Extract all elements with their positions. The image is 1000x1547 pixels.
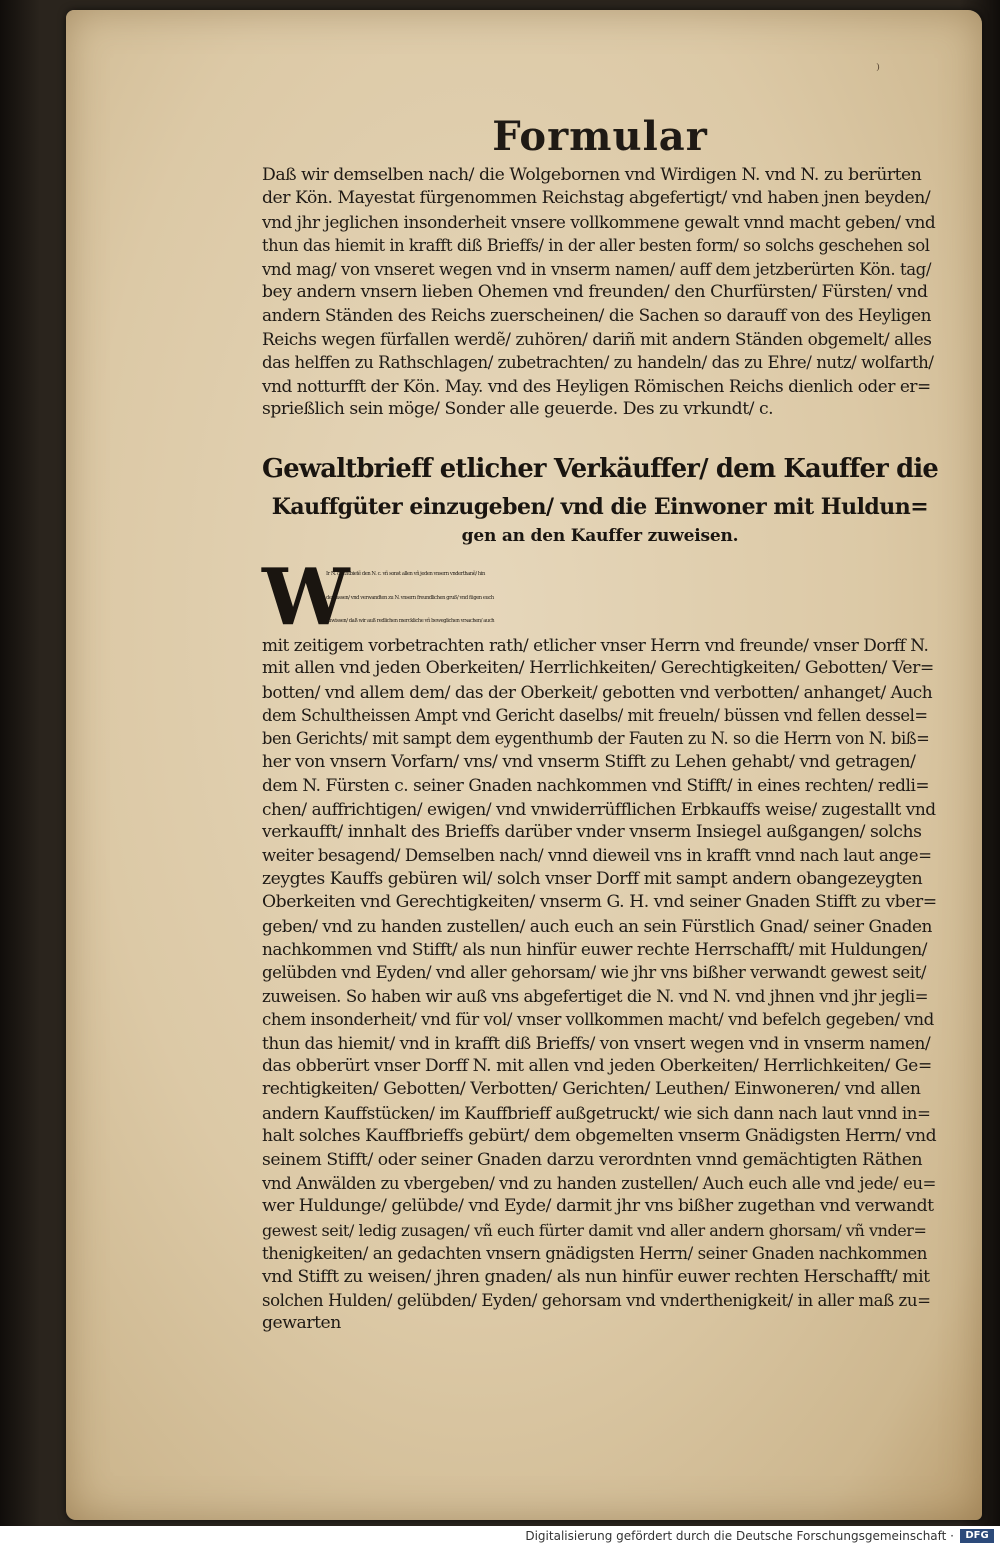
text-line: gewest seit/ ledig zusagen/ vñ euch fürter damit vnd aller andern ghorsam/ vñ vnder= xyxy=(262,1220,927,1240)
text-line: ben Gerichts/ mit sampt dem eygenthumb der Fauten zu N. so die Herrn von N. biß= xyxy=(262,729,930,749)
text-line: gelübden vnd Eyden/ vnd aller gehorsam/ wie jhr vns bißher verwandt gewest seit/ xyxy=(262,963,926,983)
text-line: vnd Stifft zu weisen/ jhren gnaden/ als nun hinfür euwer rechten Herschafft/ mit xyxy=(262,1266,930,1287)
text-line: seinem Stifft/ oder seiner Gnaden darzu verordnten vnnd gemächtigten Räthen xyxy=(262,1149,923,1170)
text-line: mit zeitigem vorbetrachten rath/ etlicher vnser Herrn vnd freunde/ vnser Dorff N. xyxy=(262,634,929,655)
text-line: zuweisen. So haben wir auß vns abgefertiget die N. vnd N. vnd jhnen vnd jhr jegli= xyxy=(262,986,929,1006)
page-heading: Formular xyxy=(492,113,708,160)
text-line: sprießlich sein möge/ Sonder alle geuerde. Des zu vrkundt/ c. xyxy=(262,399,774,420)
text-line: thun das hiemit/ vnd in krafft diß Brieffs/ von vnsert wegen vnd in vnserm namen/ xyxy=(262,1032,931,1053)
text-line: Oberkeiten vnd Gerechtigkeiten/ vnserm G. H. vnd seiner Gnaden Stifft zu vber= xyxy=(262,892,937,913)
section-2-title xyxy=(262,447,938,549)
text-line: andern Kauffstücken/ im Kauffbrieff außgetruckt/ wie sich dann nach laut vnnd in= xyxy=(262,1103,931,1123)
section-2-indented-lines xyxy=(262,552,938,644)
text-line: chen/ auffrichtigen/ ewigen/ vnd vnwiderrüfflichen Erbkauffs weise/ zugestallt vnd xyxy=(262,798,936,819)
text-line: thun das hiemit in krafft diß Brieffs/ in der aller besten form/ so solchs geschehen sol xyxy=(262,236,930,256)
text-line: weiter besagend/ Demselben nach/ vnnd dieweil vns in krafft vnnd nach laut ange= xyxy=(262,846,932,866)
section-2-lines xyxy=(262,634,938,1336)
text-line: nachkommen vnd Stifft/ als nun hinfür euwer rechte Herrschafft/ mit Huldungen/ xyxy=(262,938,927,959)
text-line: dem Schultheissen Ampt vnd Gericht daselbs/ mit freueln/ büssen vnd fellen dessel= xyxy=(262,705,928,725)
page-mark: ⁾ xyxy=(876,60,880,79)
section-2-title-line-2: Kauffgüter einzugeben/ vnd die Einwoner mit Huldun= xyxy=(271,494,929,521)
text-line: thenigkeiten/ an gedachten vnsern gnädigsten Herrn/ seiner Gnaden nachkommen xyxy=(262,1244,927,1264)
text-line: zeygtes Kauffs gebüren wil/ solch vnser Dorff mit sampt andern obangezeygten xyxy=(262,868,923,889)
text-line: geben/ vnd zu handen zustellen/ auch euch an sein Fürstlich Gnad/ seiner Gnaden xyxy=(262,915,932,936)
text-line: verkaufft/ innhalt des Brieffs darüber vnder vnserm Insiegel außgangen/ solchs xyxy=(262,821,922,842)
text-line: vnd Anwälden zu vbergeben/ vnd zu handen zustellen/ Auch euch alle vnd jede/ eu= xyxy=(262,1174,937,1194)
text-line: mit allen vnd jeden Oberkeiten/ Herrlichkeiten/ Gerechtigkeiten/ Gebotten/ Ver= xyxy=(262,658,934,679)
text-line: chem insonderheit/ vnd für vol/ vnser vollkommen macht/ vnd befelch gegeben/ vnd xyxy=(262,1010,934,1030)
text-line: halt solches Kauffbrieffs gebürt/ dem obgemelten vnserm Gnädigsten Herrn/ vnd xyxy=(262,1126,937,1147)
text-line: vnd mag/ von vnseret wegen vnd in vnserm namen/ auff dem jetzberürten Kön. tag/ xyxy=(262,259,931,279)
page-text xyxy=(262,112,938,1336)
footer-credit: Digitalisierung gefördert durch die Deutsche Forschungsgemeinschaft · xyxy=(525,1529,954,1543)
text-line: Reichs wegen fürfallen werdẽ/ zuhören/ dariñ mit andern Ständen obgemelt/ alles xyxy=(262,328,932,349)
text-line: dersassen/ vnd verwandten zu N. vnsern freundlichen gruß/ vnd fügen euch xyxy=(326,594,494,601)
text-line: Ir N. c. Entbietẽ den N. c. vñ sonst allen vñ jeden vnsern vnderthanẽ/ hin xyxy=(326,571,485,578)
text-line: bey andern vnsern lieben Ohemen vnd freunden/ den Churfürsten/ Fürsten/ vnd xyxy=(262,282,928,303)
text-line: wer Huldunge/ gelübde/ vnd Eyde/ darmit jhr vns bißher zugethan vnd verwandt xyxy=(262,1196,934,1217)
section-2-body xyxy=(262,552,938,1335)
text-line: vnd jhr jeglichen insonderheit vnsere vollkommene gewalt vnnd macht geben/ vnd xyxy=(262,211,936,232)
section-1-body xyxy=(262,164,938,421)
section-2-title-line-1: Gewaltbrieff etlicher Verkäuffer/ dem Kauffer die xyxy=(262,454,938,485)
text-line: andern Ständen des Reichs zuerscheinen/ die Sachen so darauff von des Heyligen xyxy=(262,305,932,326)
text-line: das helffen zu Rathschlagen/ zubetrachten/ zu handeln/ das zu Ehre/ nutz/ wolfarth/ xyxy=(262,353,934,373)
text-line: her von vnsern Vorfarn/ vns/ vnd vnserm Stifft zu Lehen gehabt/ vnd getragen/ xyxy=(262,751,916,772)
text-line: solchen Hulden/ gelübden/ Eyden/ gehorsam vnd vnderthenigkeit/ in aller maß zu= xyxy=(262,1291,931,1311)
section-2-title-line-3: gen an den Kauffer zuweisen. xyxy=(461,526,739,547)
text-line: der Kön. Mayestat fürgenommen Reichstag abgefertigt/ vnd haben jnen beyden/ xyxy=(262,188,931,209)
drop-cap: W xyxy=(262,552,350,644)
text-line: dem N. Fürsten c. seiner Gnaden nachkommen vnd Stifft/ in eines rechten/ redli= xyxy=(262,775,930,796)
text-line: gewarten xyxy=(262,1313,341,1334)
text-line: das obberürt vnser Dorff N. mit allen vnd jeden Oberkeiten/ Herrlichkeiten/ Ge= xyxy=(262,1056,932,1076)
dfg-logo: DFG xyxy=(960,1529,994,1543)
text-line: Daß wir demselben nach/ die Wolgebornen vnd Wirdigen N. vnd N. zu berürten xyxy=(262,165,922,185)
text-line: vnd notturfft der Kön. May. vnd des Heyligen Römischen Reichs dienlich oder er= xyxy=(262,375,931,396)
footer-bar xyxy=(0,1526,1000,1547)
text-line: zuwissen/ daß wir auß redlichen merckliche vñ beweglichen vrsachen/ auch xyxy=(326,618,495,625)
text-line: botten/ vnd allem dem/ das der Oberkeit/ gebotten vnd verbotten/ anhanget/ Auch xyxy=(262,681,933,702)
text-line: rechtigkeiten/ Gebotten/ Verbotten/ Gerichten/ Leuthen/ Einwoneren/ vnd allen xyxy=(262,1079,921,1100)
